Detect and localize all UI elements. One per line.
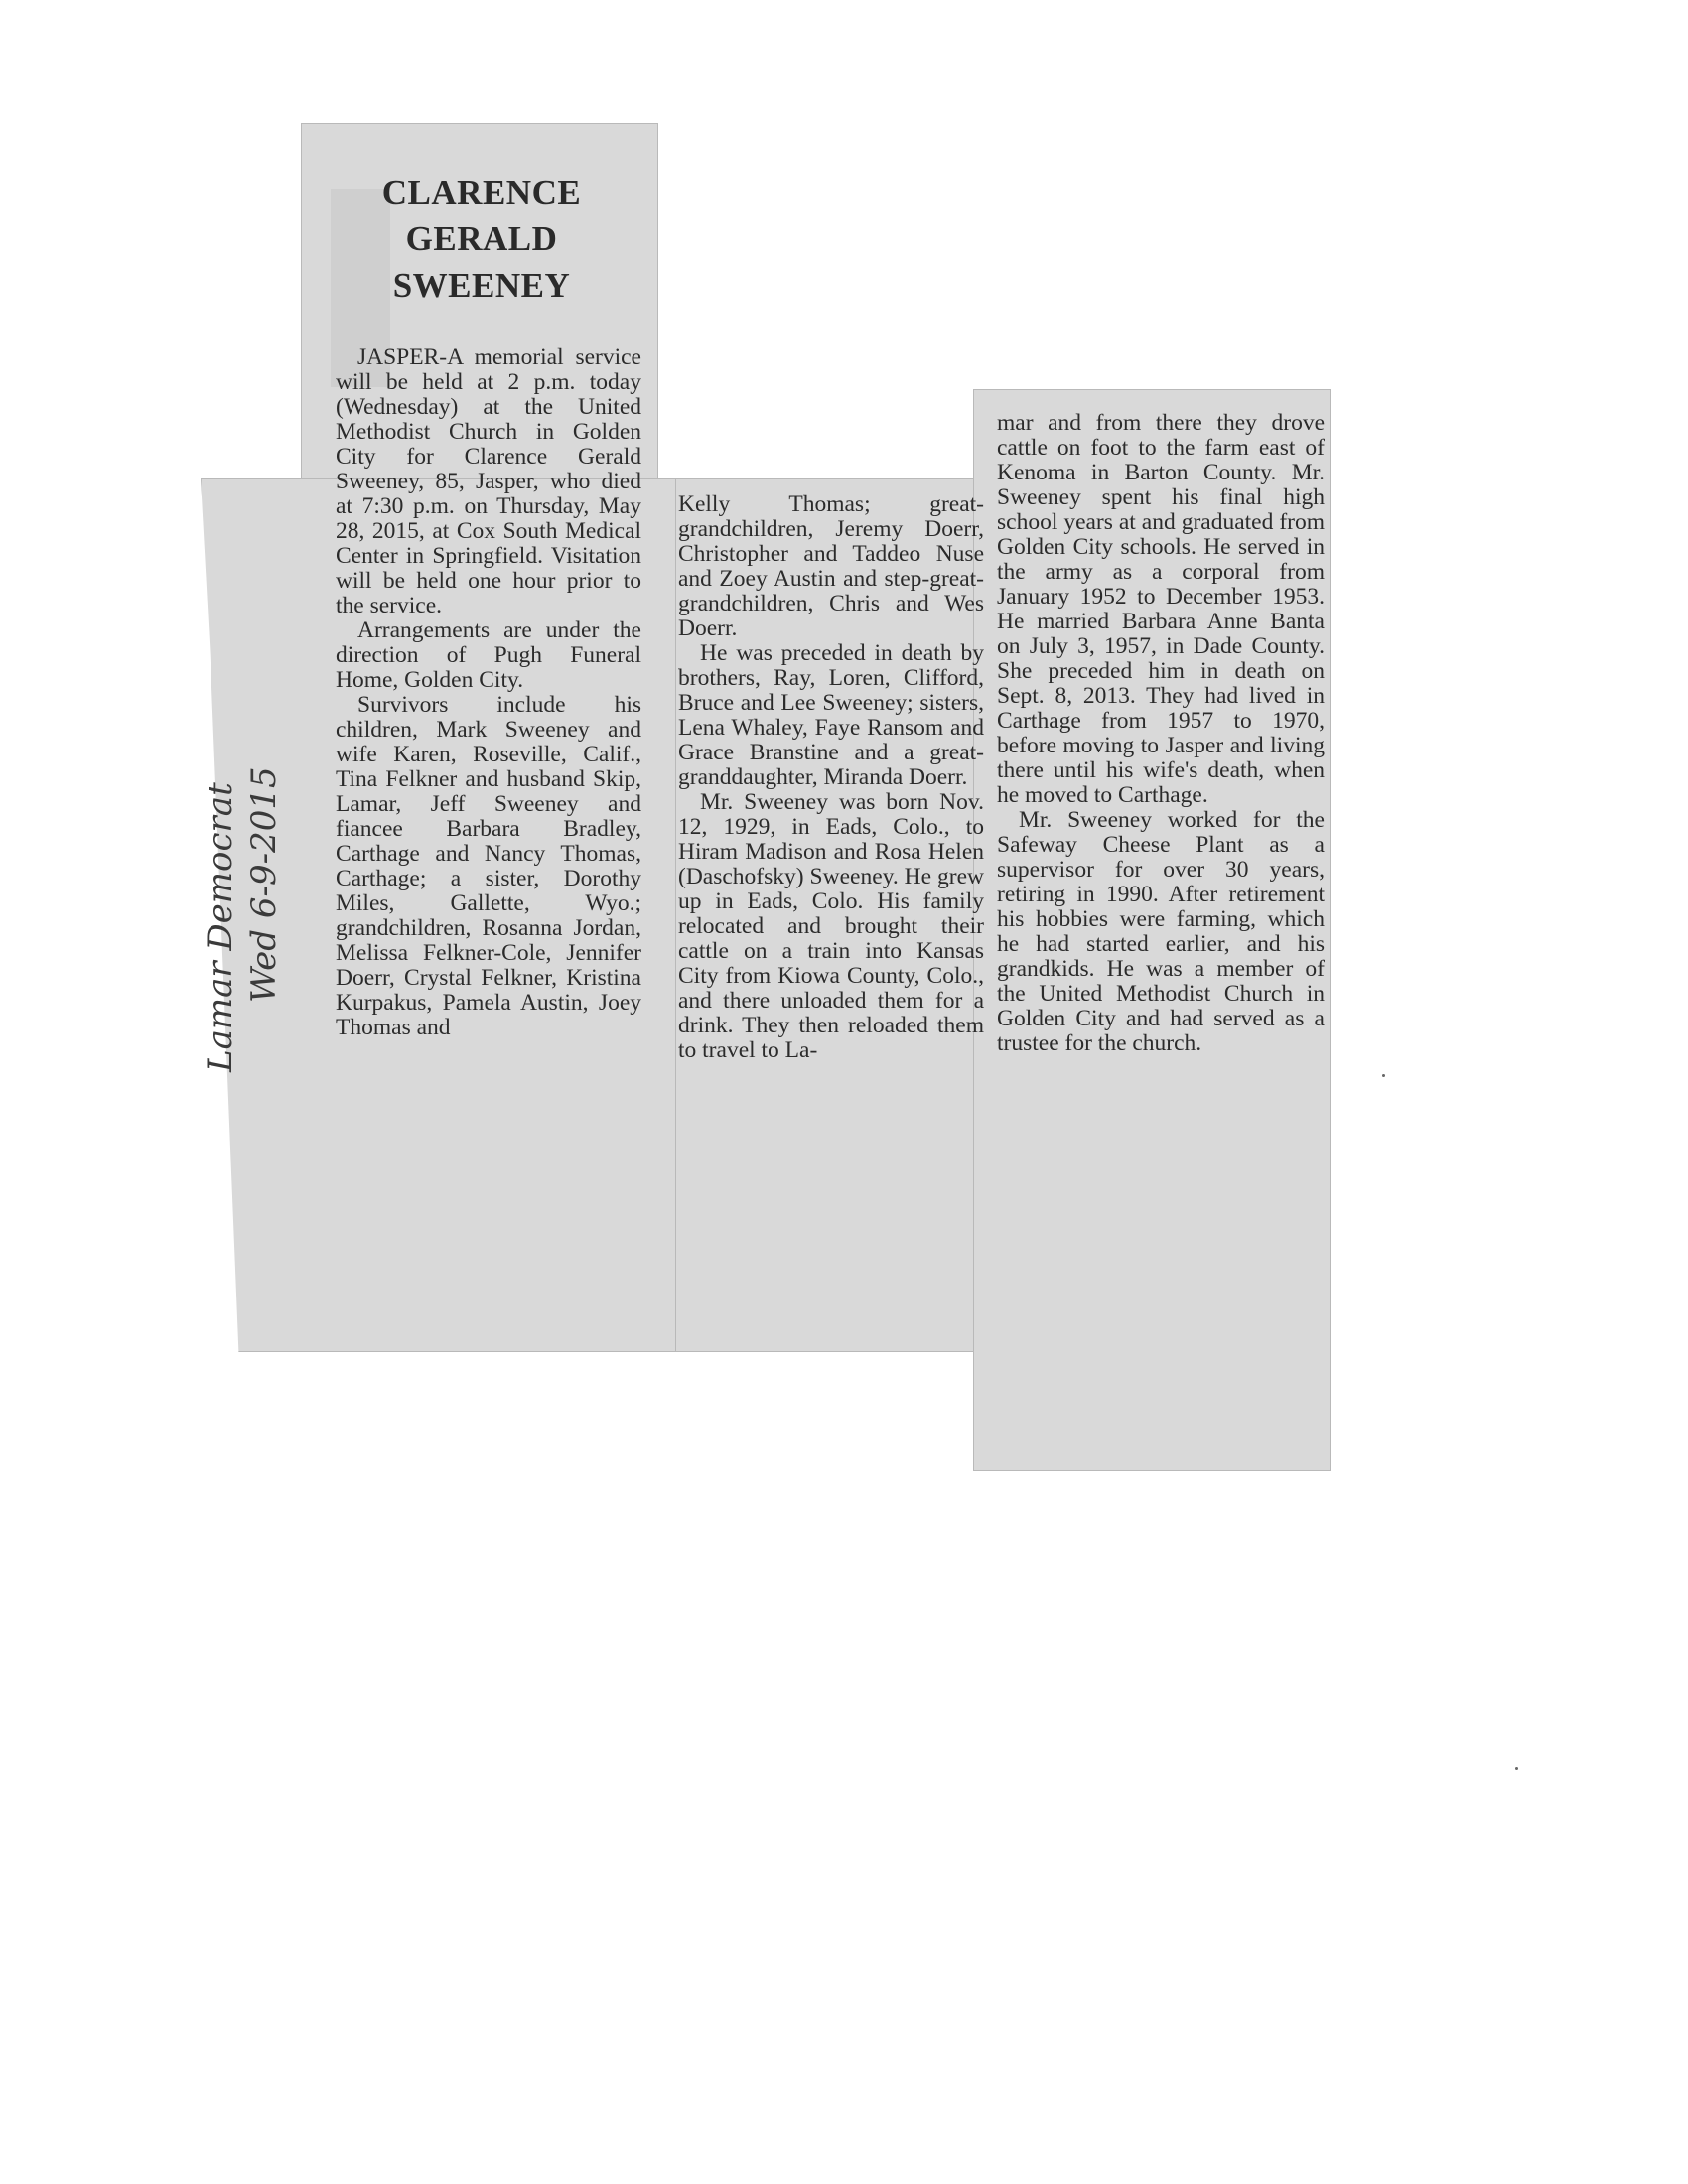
- obituary-column-3: [997, 411, 1325, 1056]
- obituary-column-2: [678, 492, 984, 1063]
- paragraph: mar and from there they drove cattle on foot to the farm east of Kenoma in Barton County. Mr. Sweeney spent his final high school years at and graduated from Golden City schools. He served in the army as a corporal from January 1952 to December 1953. He married Barbara Anne Banta on July 3, 1957, in Dade County. She preceded him in death on Sept. 8, 2013. They had lived in Carthage from 1957 to 1970, before moving to Jasper and living there until his wife's death, when he moved to Carthage.: [997, 410, 1325, 808]
- headline-line: SWEENEY: [392, 266, 571, 305]
- paragraph: JASPER-A memorial service will be held at 2 p.m. today (Wednesday) at the United Methodist Church in Golden City for Clarence Gerald Sweeney, 85, Jasper, who died at 7:30 p.m. on Thursday, May 28, 2015, at Cox South Medical Center in Springfield. Visitation will be held one hour prior to the service.: [336, 344, 641, 618]
- scan-speck: [1382, 1074, 1385, 1077]
- handwritten-source-note: [199, 766, 286, 1072]
- paragraph: Kelly Thomas; great-grandchildren, Jeremy Doerr, Christopher and Taddeo Nuse and Zoey Austin and step-great-grandchildren, Chris and Wes Doerr.: [678, 491, 984, 641]
- obituary-column-1: [336, 345, 641, 1040]
- paragraph: Mr. Sweeney worked for the Safeway Cheese Plant as a supervisor for over 30 years, retiring in 1990. After retirement his hobbies were farming, which he had started earlier, and his grandkids. He was a member of the United Methodist Church in Golden City and had served as a trustee for the church.: [997, 807, 1325, 1056]
- paragraph: Survivors include his children, Mark Sweeney and wife Karen, Roseville, Calif., Tina Felkner and husband Skip, Lamar, Jeff Sweeney and fiancee Barbara Bradley, Carthage and Nancy Thomas, Carthage; a sister, Dorothy Miles, Gallette, Wyo.; grandchildren, Rosanna Jordan, Melissa Felkner-Cole, Jennifer Doerr, Crystal Felkner, Kristina Kurpakus, Pamela Austin, Joey Thomas and: [336, 692, 641, 1040]
- headline-line: CLARENCE: [381, 173, 582, 211]
- handwritten-line: Lamar Democrat: [201, 782, 240, 1072]
- paragraph: Mr. Sweeney was born Nov. 12, 1929, in Eads, Colo., to Hiram Madison and Rosa Helen (Daschofsky) Sweeney. He grew up in Eads, Colo. His family relocated and brought their cattle on a train into Kansas City from Kiowa County, Colo., and there unloaded them for a drink. They then reloaded them to travel to La-: [678, 789, 984, 1063]
- paragraph: Arrangements are under the direction of Pugh Funeral Home, Golden City.: [336, 617, 641, 693]
- obituary-headline: [328, 169, 635, 309]
- paragraph: He was preceded in death by brothers, Ray, Loren, Clifford, Bruce and Lee Sweeney; sisters, Lena Whaley, Faye Ransom and Grace Branstine and a great-granddaughter, Miranda Doerr.: [678, 640, 984, 790]
- headline-line: GERALD: [405, 219, 558, 258]
- scan-speck: [1515, 1767, 1518, 1770]
- handwritten-line: Wed 6-9-2015: [244, 766, 284, 1003]
